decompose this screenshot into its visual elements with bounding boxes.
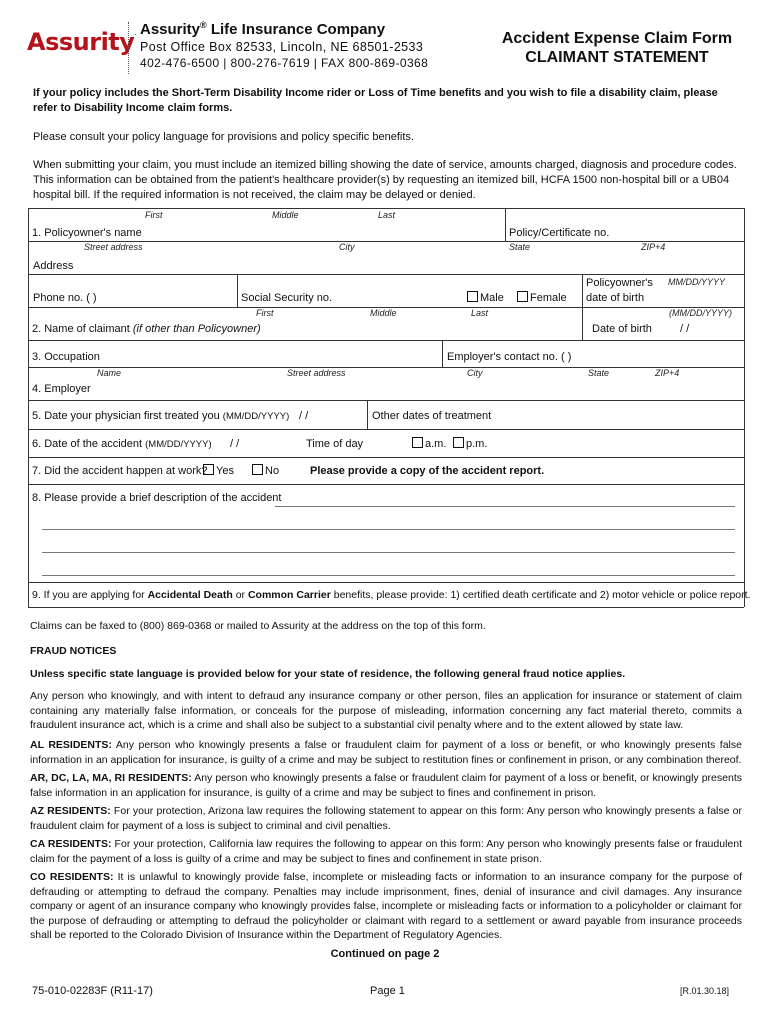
disability-notice: If your policy includes the Short-Term Disability Income rider or Loss of Time benefits and you wish to file a disability claim, please refer to Disability Income claim forms. — [33, 87, 718, 114]
policy-number-label: Policy/Certificate no. — [509, 227, 610, 239]
other-dates-label: Other dates of treatment — [372, 410, 492, 422]
last-sublabel: Last — [378, 210, 396, 220]
date-of-birth-field[interactable]: / / — [680, 323, 690, 335]
row-divider — [28, 457, 744, 458]
policyowner-dob-label-2: date of birth — [586, 292, 645, 304]
no-checkbox[interactable] — [252, 464, 263, 475]
employer-field[interactable] — [95, 378, 740, 397]
header-divider — [128, 22, 129, 74]
yes-checkbox[interactable] — [203, 464, 214, 475]
az-notice: AZ RESIDENTS: For your protection, Arizona law requires the following statement to appear on this form: Any person who knowingly presents a false or fraudulent claim for payment of a loss is subject to criminal and civil penalties. — [30, 805, 742, 832]
col-divider — [582, 274, 583, 340]
continued-note: Continued on page 2 — [330, 948, 440, 960]
male-checkbox[interactable] — [467, 291, 478, 302]
company-name: Assurity® Life Insurance Company — [140, 20, 386, 38]
physician-date-field[interactable]: / / — [299, 410, 309, 422]
accident-date-field[interactable]: / / — [230, 438, 240, 450]
am-checkbox[interactable] — [412, 437, 423, 448]
accident-report-note: Please provide a copy of the accident report. — [310, 465, 545, 477]
employer-label: 4. Employer — [32, 383, 91, 395]
occupation-field[interactable] — [100, 345, 438, 363]
q9-instructions: 9. If you are applying for Accidental Death or Common Carrier benefits, please provide: 1) certified death certificate and 2) motor vehicle or police report. — [32, 589, 751, 601]
employer-contact-label: Employer's contact no. ( ) — [447, 351, 572, 363]
fraud-notices-heading: FRAUD NOTICES — [30, 645, 117, 657]
description-label: 8. Please provide a brief description of the accident — [32, 492, 282, 504]
claimant-name-label: 2. Name of claimant (if other than Policyowner) — [32, 323, 261, 335]
first-sublabel: First — [145, 210, 163, 220]
form-number: 75-010-02283F (R11-17) — [32, 985, 153, 997]
row-divider — [28, 274, 744, 275]
address-label: Address — [33, 260, 74, 272]
assurity-logo: Assurity. — [27, 28, 137, 56]
ssn-field[interactable] — [330, 287, 460, 304]
pm-option[interactable]: p.m. — [453, 437, 487, 450]
form-top-border — [28, 208, 744, 209]
company-phones: 402-476-6500 | 800-276-7619 | FAX 800-869-0368 — [140, 56, 429, 70]
general-fraud-notice: Any person who knowingly, and with intent to defraud any insurance company or other person, files an application for insurance or statement of claim containing any materially false information, or conceals for the purpose of misleading, information concerning any fact material thereto, commits a fraudulent insurance act, which is a crime and shall also be subject to a substantial civil penalty where and to the extent allowed by state law. — [30, 690, 742, 731]
al-notice: AL RESIDENTS: Any person who knowingly presents a false or fraudulent claim for payment of a loss or benefit, or who knowingly presents false information in an application for insurance, is guilty of a crime and may be subject to restitution fines or confinement in prison, or any combination thereof. — [30, 739, 742, 766]
ar-notice: AR, DC, LA, MA, RI RESIDENTS: Any person who knowingly presents a false or fraudulent claim for payment of a loss or benefit, or knowingly presents false information in an application for insurance, is guilty of a crime and may be subject to fines and confinement in prison. — [30, 772, 742, 799]
row-divider — [28, 429, 744, 430]
description-line[interactable] — [42, 575, 735, 576]
row-divider — [28, 400, 744, 401]
street-sublabel: Street address — [84, 242, 143, 252]
state-sublabel: State — [509, 242, 531, 252]
no-option[interactable]: No — [252, 464, 279, 477]
city-sublabel: City — [467, 368, 483, 378]
address-field[interactable] — [80, 254, 740, 272]
ca-notice: CA RESIDENTS: For your protection, California law requires the following to appear on this form: Any person who knowingly presents false or fraudulent claim for the payment of a loss is guilty of a crime and may be subject to fines and confinement in state prison. — [30, 838, 742, 865]
form-title: Accident Expense Claim Form — [501, 30, 733, 47]
dob-format-sublabel: (MM/DD/YYYY) — [669, 308, 732, 318]
last-sublabel: Last — [471, 308, 489, 318]
claimant-name-field[interactable] — [250, 318, 578, 336]
policy-number-field[interactable] — [602, 222, 740, 239]
phone-label: Phone no. ( ) — [33, 292, 97, 304]
pm-checkbox[interactable] — [453, 437, 464, 448]
am-option[interactable]: a.m. — [412, 437, 446, 450]
form-left-border — [28, 208, 29, 607]
form-bottom-border — [28, 607, 744, 608]
col-divider — [505, 208, 506, 241]
date-of-birth-label: Date of birth — [592, 323, 652, 335]
description-line[interactable] — [275, 506, 735, 507]
time-of-day-field[interactable] — [365, 433, 405, 451]
city-sublabel: City — [339, 242, 355, 252]
form-right-border — [744, 208, 745, 607]
yes-option[interactable]: Yes — [203, 464, 234, 477]
ssn-label: Social Security no. — [241, 292, 333, 304]
occupation-label: 3. Occupation — [32, 351, 100, 363]
page-number: Page 1 — [370, 985, 405, 997]
female-option[interactable]: Female — [517, 291, 567, 304]
description-line[interactable] — [42, 529, 735, 530]
zip-sublabel: ZIP+4 — [655, 368, 680, 378]
row-divider — [28, 484, 744, 485]
male-option[interactable]: Male — [467, 291, 504, 304]
description-line[interactable] — [42, 552, 735, 553]
time-of-day-label: Time of day — [306, 438, 364, 450]
col-divider — [237, 274, 238, 307]
zip-sublabel: ZIP+4 — [641, 242, 666, 252]
col-divider — [367, 400, 368, 429]
row-divider — [28, 367, 744, 368]
form-subtitle: CLAIMANT STATEMENT — [525, 49, 709, 66]
general-fraud-heading: Unless specific state language is provided below for your state of residence, the following general fraud notice applies. — [30, 668, 626, 680]
physician-date-label: 5. Date your physician first treated you (MM/DD/YYYY) — [32, 410, 290, 422]
middle-sublabel: Middle — [272, 210, 299, 220]
middle-sublabel: Middle — [370, 308, 397, 318]
employer-contact-field[interactable] — [560, 345, 740, 363]
company-address: Post Office Box 82533, Lincoln, NE 68501-2533 — [140, 40, 424, 54]
policyowner-dob-field[interactable] — [660, 287, 740, 304]
dob-format-sublabel: MM/DD/YYYY — [668, 277, 726, 287]
policyowner-name-field[interactable] — [140, 222, 500, 239]
policyowner-name-label: 1. Policyowner's name — [32, 227, 142, 239]
phone-field[interactable] — [90, 287, 230, 304]
co-notice: CO RESIDENTS: It is unlawful to knowingly provide false, incomplete or misleading facts or information to an insurance company for the purpose of defrauding or attempting to defraud the company. Penalties may include imprisonment, fines, denial of insurance and civil damages. Any insurance company or agent of an insurance company who knowingly provides false, incomplete or misleading facts or information to a policyholder or claimant for the purpose of defrauding or attempting to defraud the policyholder or claimant with regard to a settlement or award payable from insurance proceeds shall be reported to the Colorado Division of Insurance within the Department of Regulatory Agencies. — [30, 871, 742, 941]
other-dates-field[interactable] — [490, 404, 740, 424]
row-divider — [28, 582, 744, 583]
fax-instructions: Claims can be faxed to (800) 869-0368 or mailed to Assurity at the address on the top of this form. — [30, 620, 486, 632]
accident-date-label: 6. Date of the accident (MM/DD/YYYY) — [32, 438, 212, 450]
at-work-label: 7. Did the accident happen at work? — [32, 465, 208, 477]
first-sublabel: First — [256, 308, 274, 318]
state-sublabel: State — [588, 368, 610, 378]
street-sublabel: Street address — [287, 368, 346, 378]
consult-text: Please consult your policy language for provisions and policy specific benefits. — [33, 131, 414, 143]
policyowner-dob-label-1: Policyowner's — [586, 277, 653, 289]
col-divider — [442, 340, 443, 367]
itemized-text: When submitting your claim, you must include an itemized billing showing the date of service, amounts charged, diagnosis and procedure codes. This information can be obtained from the patient's healthcare provider(s) by requesting an itemized bill, HCFA 1500 non-hospital bill or a UB04 hospital bill. If the required information is not received, the claim may be delayed or denied. — [33, 159, 737, 201]
revision-code: [R.01.30.18] — [680, 986, 730, 996]
female-checkbox[interactable] — [517, 291, 528, 302]
name-sublabel: Name — [97, 368, 122, 378]
row-divider — [28, 340, 744, 341]
